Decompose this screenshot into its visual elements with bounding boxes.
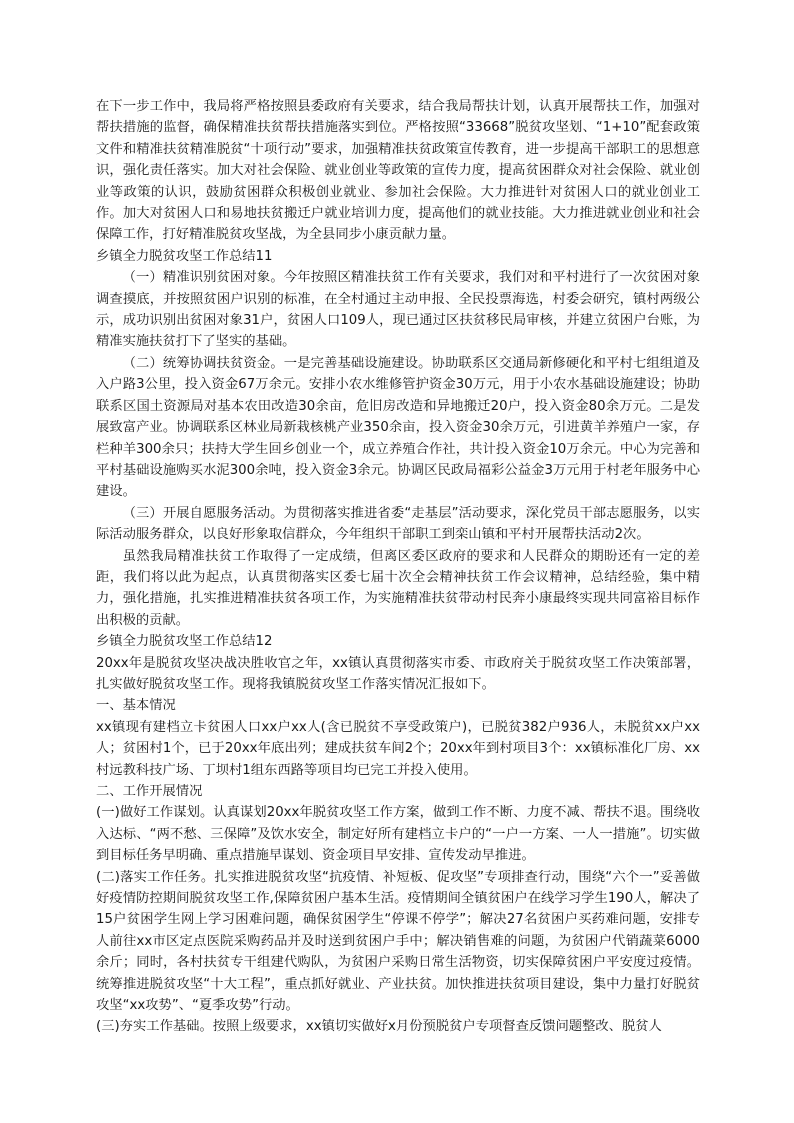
- body-paragraph: （二）统筹协调扶贫资金。一是完善基础设施建设。协助联系区交通局新修硬化和平村七组组道及入户路3公里，投入资金67万余元。安排小农水维修管护资金30万元，用于小农水基础设施建设；协助联系区国土资源局对基本农田改造30余亩，危旧房改造和异地搬迁20户，投入资金80余万元。二是发展致富产业。协调联系区林业局新栽核桃产业350余亩，投入资金30余万元，引进黄羊养殖户一家，存栏种羊300余只；扶持大学生回乡创业一个，成立养殖合作社，共计投入资金10万余元。中心为完善和平村基础设施购买水泥300余吨，投入资金3余元。协调区民政局福彩公益金3万元用于村老年服务中心建设。: [96, 355, 700, 500]
- subsection-heading: 二、工作开展情况: [96, 784, 203, 799]
- body-paragraph: xx镇现有建档立卡贫困人口xx户xx人(含已脱贫不享受政策户)，已脱贫382户936人，未脱贫xx户xx人；贫困村1个，已于20xx年底出列；建成扶贫车间2个；20xx年到村项目3个：xx镇标准化厂房、xx村远教科技广场、丁坝村1组东西路等项目均已完工并投入使用。: [96, 719, 700, 778]
- document-page: [96, 96, 700, 1038]
- section-heading: 乡镇全力脱贫攻坚工作总结11: [96, 248, 273, 264]
- body-paragraph: （一）精准识别贫困对象。今年按照区精准扶贫工作有关要求，我们对和平村进行了一次贫困对象调查摸底，并按照贫困户识别的标准，在全村通过主动申报、全民投票海选，村委会研究，镇村两级公示，成功识别出贫困对象31户，贫困人口109人，现已通过区扶贫移民局审核，并建立贫困户台账，为精准实施扶贫打下了坚实的基础。: [96, 270, 700, 350]
- body-paragraph: 在下一步工作中，我局将严格按照县委政府有关要求，结合我局帮扶计划，认真开展帮扶工作，加强对帮扶措施的监督，确保精准扶贫帮扶措施落实到位。严格按照“33668”脱贫攻坚划、“1+10”配套政策文件和精准扶贫精准脱贫“十项行动”要求，加强精准扶贫政策宣传教育，进一步提高干部职工的思想意识，强化责任落实。加大对社会保险、就业创业等政策的宣传力度，提高贫困群众对社会保险、就业创业等政策的认识，鼓励贫困群众积极创业就业、参加社会保险。大力推进针对贫困人口的就业创业工作。加大对贫困人口和易地扶贫搬迁户就业培训力度，提高他们的就业技能。大力推进就业创业和社会保障工作，打好精准脱贫攻坚战，为全县同步小康贡献力量。: [96, 99, 700, 243]
- body-paragraph: (三)夯实工作基础。按照上级要求，xx镇切实做好x月份预脱贫户专项督查反馈问题整改、脱贫人: [96, 1019, 662, 1035]
- section-heading: 乡镇全力脱贫攻坚工作总结12: [96, 634, 273, 650]
- subsection-heading: 一、基本情况: [96, 698, 176, 714]
- body-paragraph: (一)做好工作谋划。认真谋划20xx年脱贫攻坚工作方案，做到工作不断、力度不减、帮扶不退。围绕收入达标、“两不愁、三保障”及饮水安全，制定好所有建档立卡户的“一户一方案、一人一措施”。切实做到目标任务早明确、重点措施早谋划、资金项目早安排、宣传发动早推进。: [96, 805, 700, 864]
- body-paragraph: 20xx年是脱贫攻坚决战决胜收官之年，xx镇认真贯彻落实市委、市政府关于脱贫攻坚工作决策部署，扎实做好脱贫攻坚工作。现将我镇脱贫攻坚工作落实情况汇报如下。: [96, 655, 700, 692]
- body-paragraph: 虽然我局精准扶贫工作取得了一定成绩，但离区委区政府的要求和人民群众的期盼还有一定的差距，我们将以此为起点，认真贯彻落实区委七届十次全会精神扶贫工作会议精神，总结经验，集中精力，强化措施，扎实推进精准扶贫各项工作，为实施精准扶贫带动村民奔小康最终实现共同富裕目标作出积极的贡献。: [96, 548, 700, 628]
- body-paragraph: (二)落实工作任务。扎实推进脱贫攻坚“抗疫情、补短板、促攻坚”专项排查行动，围绕“六个一”妥善做好疫情防控期间脱贫攻坚工作,保障贫困户基本生活。疫情期间全镇贫困户在线学习学生190人，解决了15户贫困学生网上学习困难问题，确保贫困学生“停课不停学”；解决27名贫困户买药难问题，安排专人前往xx市区定点医院采购药品并及时送到贫困户手中；解决销售难的问题，为贫困户代销蔬菜6000余斤；同时，各村扶贫专干组建代购队，为贫困户采购日常生活物资，切实保障贫困户平安度过疫情。统筹推进脱贫攻坚“十大工程”，重点抓好就业、产业扶贫。加快推进扶贫项目建设，集中力量打好脱贫攻坚“xx攻势”、“夏季攻势”行动。: [96, 869, 700, 1014]
- body-paragraph: （三）开展自愿服务活动。为贯彻落实推进省委“走基层”活动要求，深化党员干部志愿服务，以实际活动服务群众，以良好形象取信群众，今年组织干部职工到栾山镇和平村开展帮扶活动2次。: [96, 505, 700, 543]
